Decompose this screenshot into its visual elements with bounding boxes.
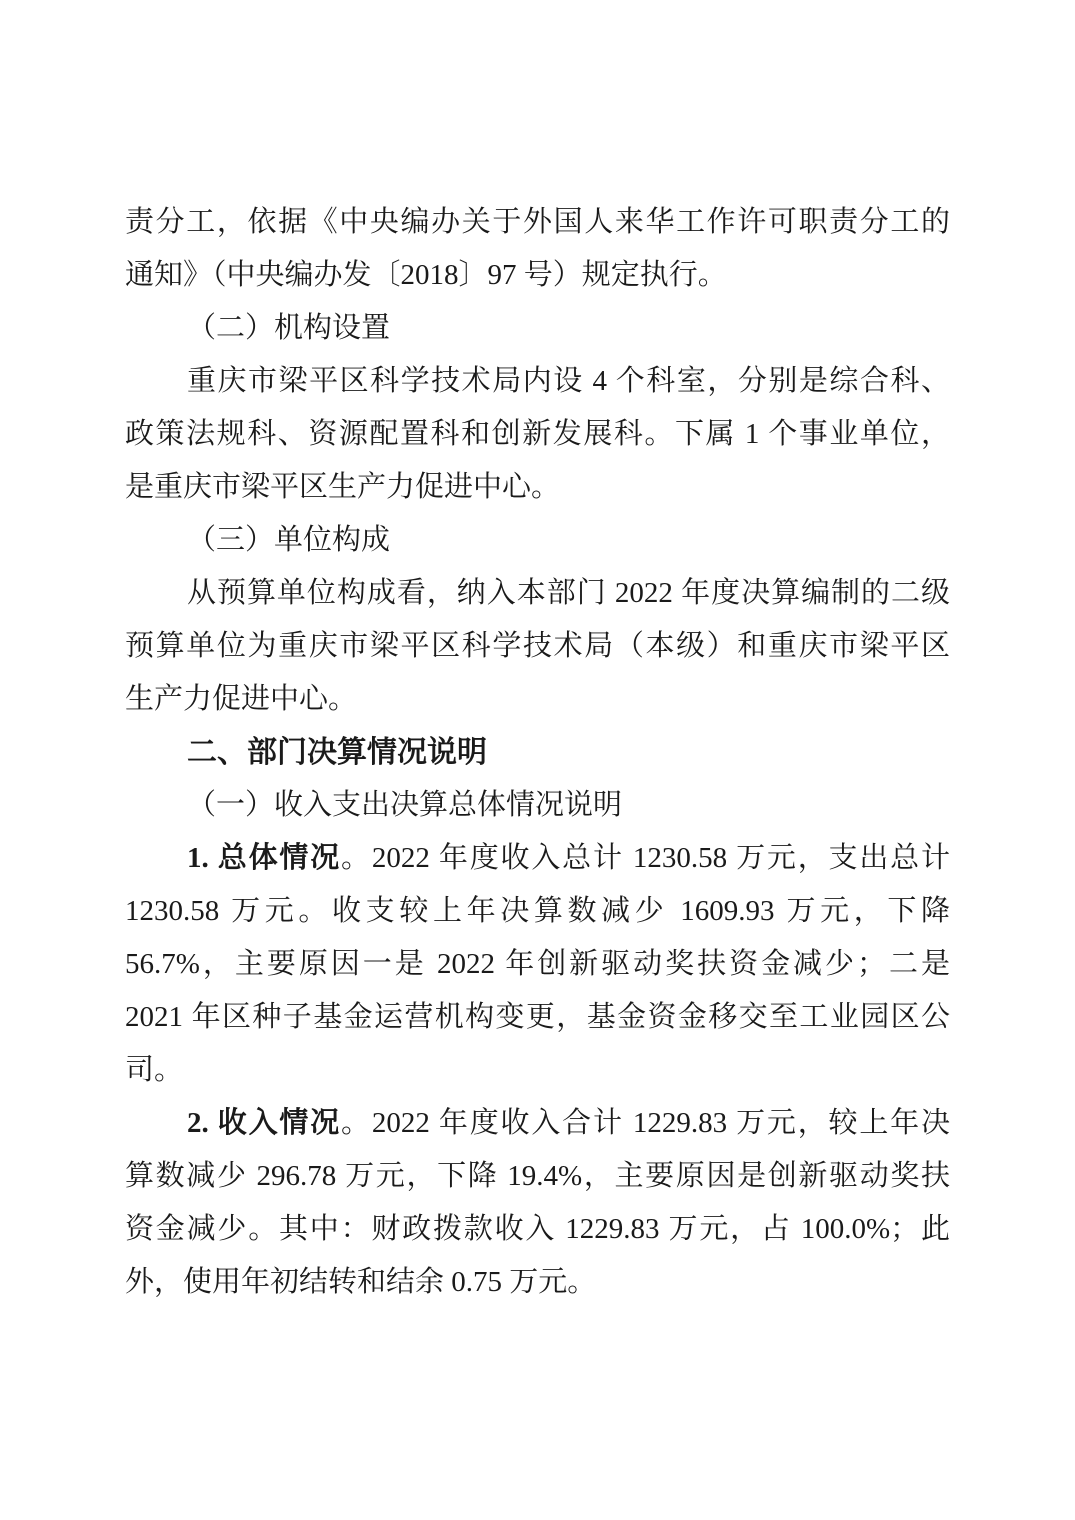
paragraph-line: 政策法规科、资源配置科和创新发展科。下属 1 个事业单位， xyxy=(125,418,950,450)
paragraph-line: 从预算单位构成看，纳入本部门 2022 年度决算编制的二级 xyxy=(187,577,950,609)
section-heading: 二、部门决算情况说明 xyxy=(187,736,487,769)
subsection-heading: （二）机构设置 xyxy=(187,312,391,344)
subsection-heading: （一）收入支出决算总体情况说明 xyxy=(187,789,623,821)
paragraph-line: 56.7%，主要原因一是 2022 年创新驱动奖扶资金减少；二是 xyxy=(125,948,950,980)
paragraph-line: 生产力促进中心。 xyxy=(125,683,358,715)
paragraph-line: 算数减少 296.78 万元，下降 19.4%，主要原因是创新驱动奖扶 xyxy=(125,1160,950,1192)
paragraph-line: 司。 xyxy=(125,1054,184,1086)
paragraph-line: 通知》（中央编办发〔2018〕97 号）规定执行。 xyxy=(125,259,727,291)
paragraph-line: 2021 年区种子基金运营机构变更，基金资金移交至工业园区公 xyxy=(125,1001,950,1033)
paragraph-line: 责分工，依据《中央编办关于外国人来华工作许可职责分工的 xyxy=(125,206,950,238)
paragraph-line: 重庆市梁平区科学技术局内设 4 个科室，分别是综合科、 xyxy=(187,365,950,397)
bold-lead: 2. 收入情况 xyxy=(187,1107,342,1139)
paragraph-line xyxy=(125,1097,950,1150)
paragraph-line: 预算单位为重庆市梁平区科学技术局（本级）和重庆市梁平区 xyxy=(125,630,950,662)
subsection-heading: （三）单位构成 xyxy=(187,524,391,556)
paragraph-line: 1230.58 万元。收支较上年决算数减少 1609.93 万元，下降 xyxy=(125,895,950,927)
paragraph-text: 。2022 年度收入合计 1229.83 万元，较上年决 xyxy=(341,1107,950,1139)
paragraph-line: 资金减少。其中：财政拨款收入 1229.83 万元，占 100.0%；此 xyxy=(125,1213,950,1245)
paragraph-text: 。2022 年度收入总计 1230.58 万元，支出总计 xyxy=(341,842,950,874)
paragraph-line: 外，使用年初结转和结余 0.75 万元。 xyxy=(125,1266,597,1298)
document-body xyxy=(125,196,950,1309)
bold-lead: 1. 总体情况 xyxy=(187,842,342,874)
paragraph-line: 是重庆市梁平区生产力促进中心。 xyxy=(125,471,561,503)
paragraph-line xyxy=(125,832,950,885)
